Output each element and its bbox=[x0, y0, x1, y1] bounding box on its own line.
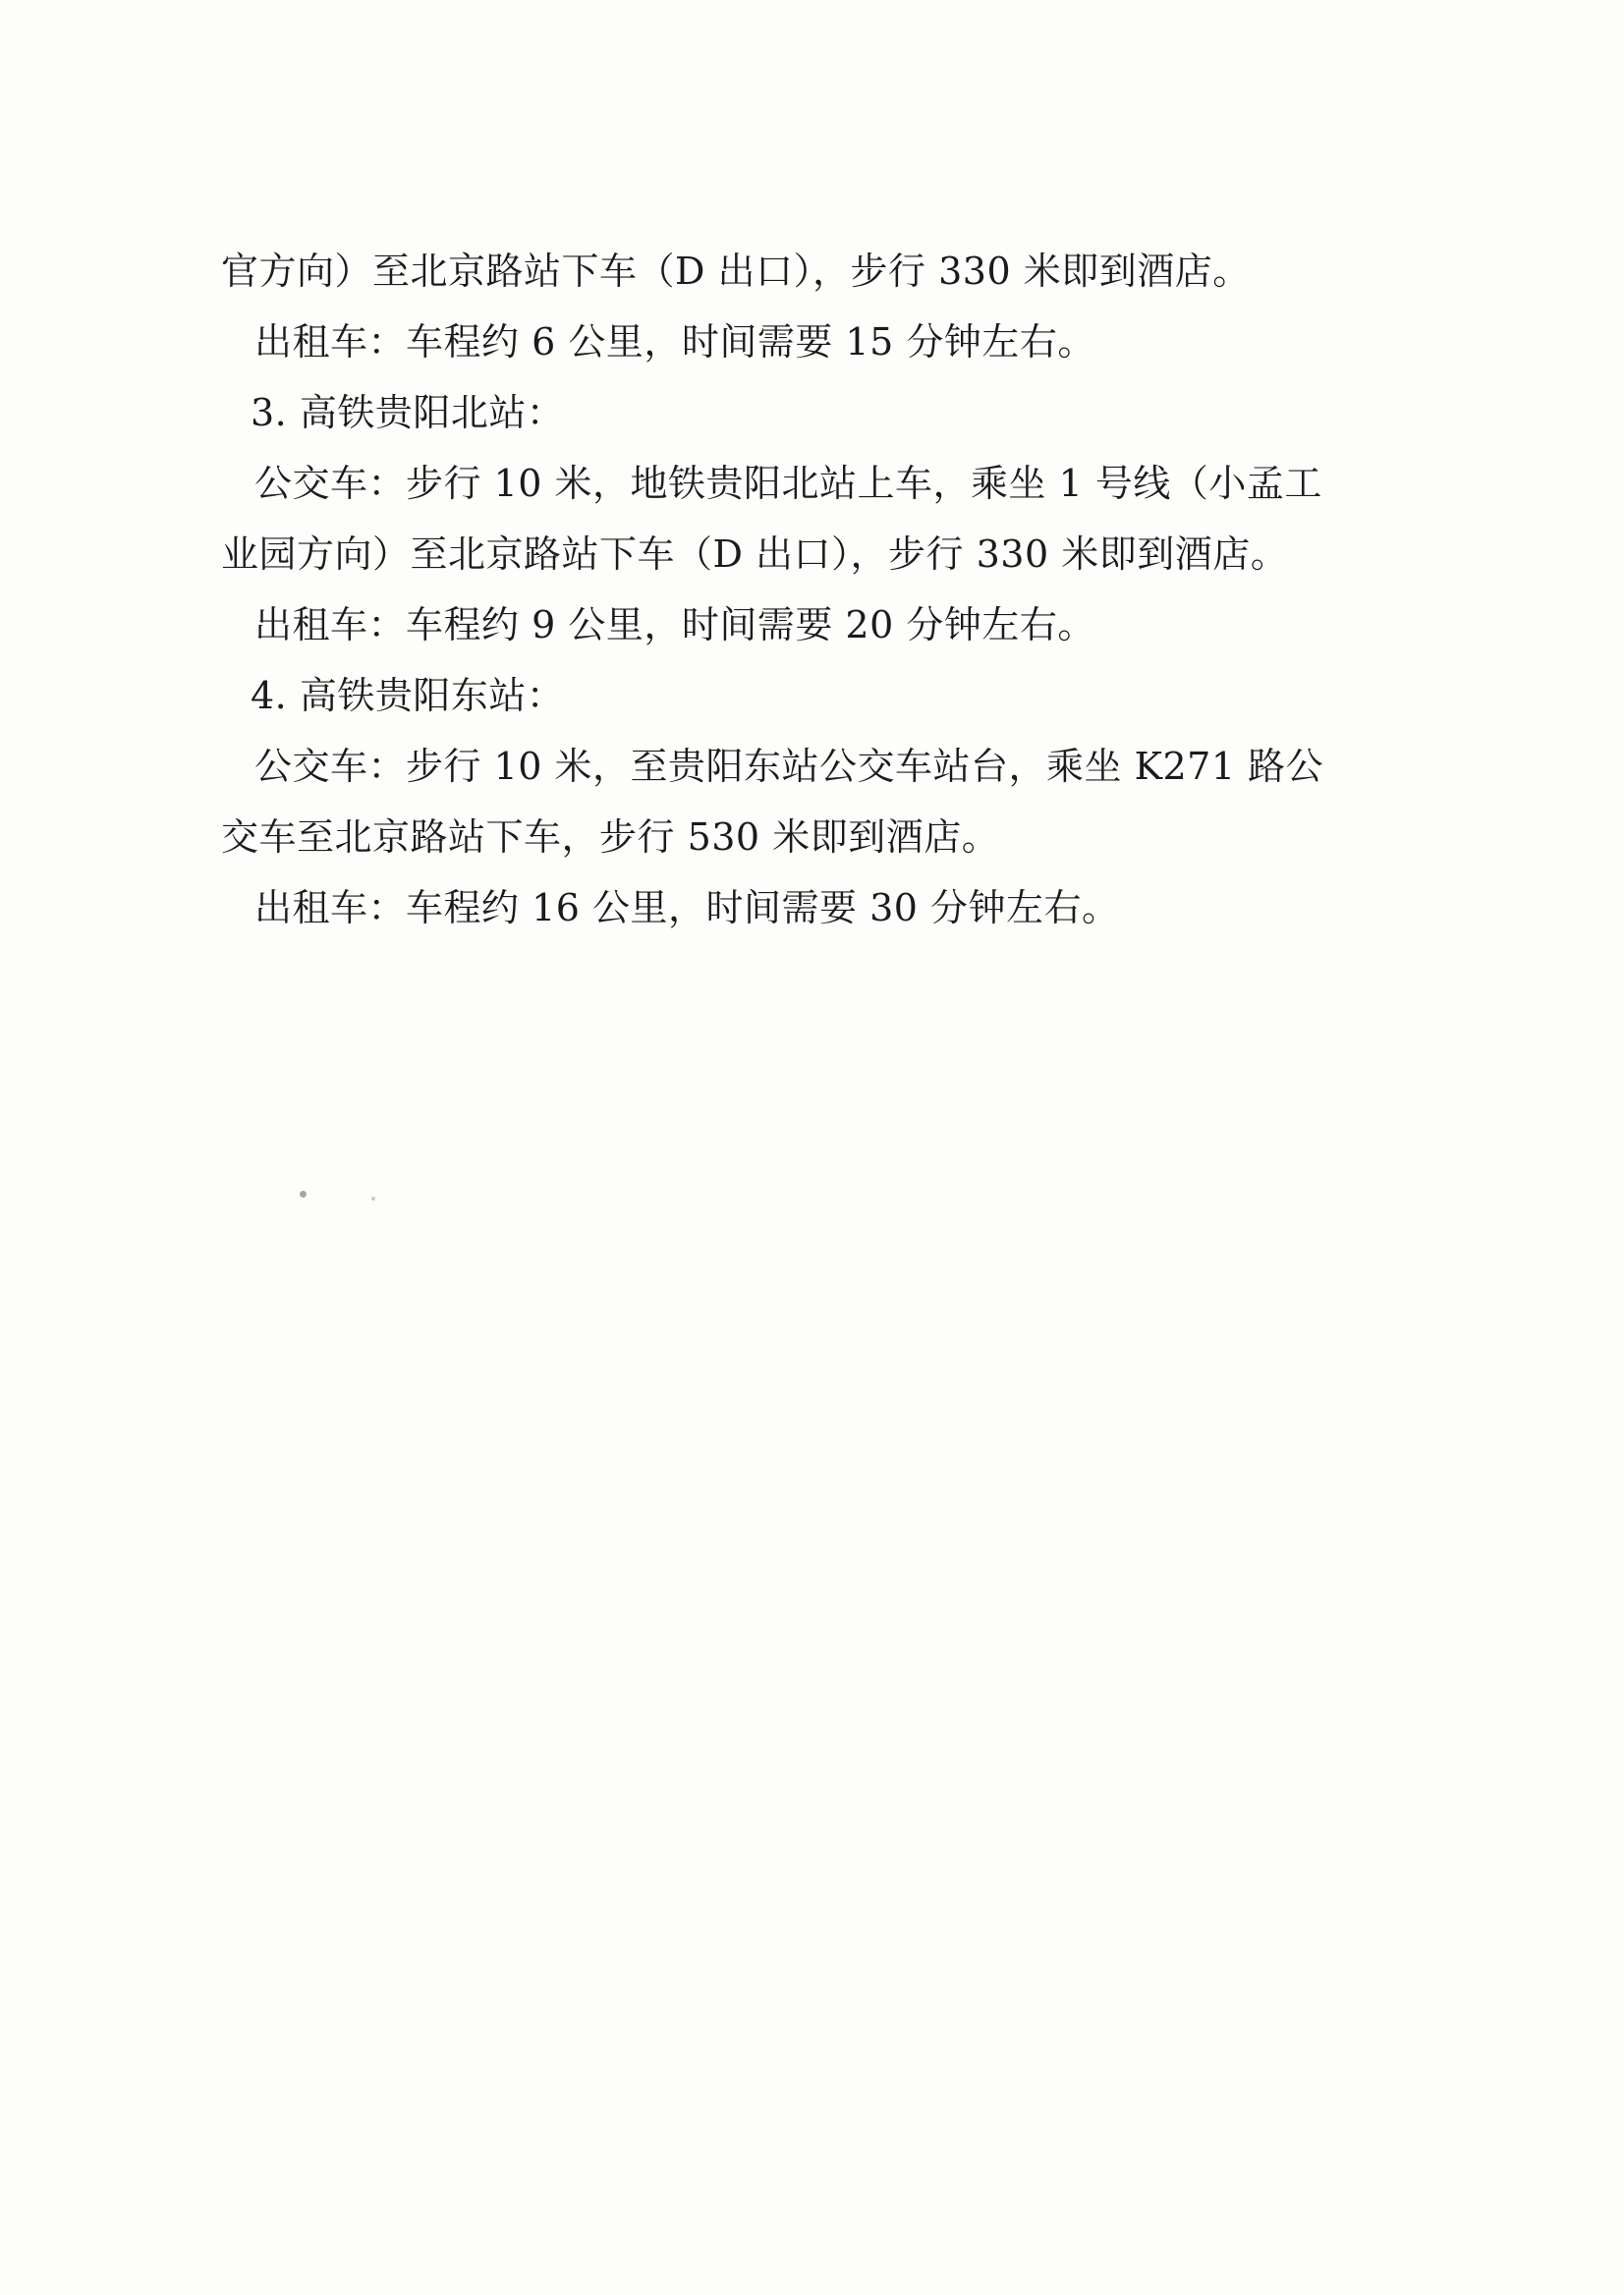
scan-artifact-dot bbox=[371, 1197, 375, 1201]
text-line: 业园方向）至北京路站下车（D 出口），步行 330 米即到酒店。 bbox=[221, 532, 1289, 576]
text-line: 出租车：车程约 9 公里，时间需要 20 分钟左右。 bbox=[254, 603, 1095, 646]
text-line: 出租车：车程约 16 公里，时间需要 30 分钟左右。 bbox=[254, 886, 1120, 929]
text-line: 官方向）至北京路站下车（D 出口），步行 330 米即到酒店。 bbox=[221, 250, 1251, 293]
text-line: 出租车：车程约 6 公里，时间需要 15 分钟左右。 bbox=[254, 320, 1095, 364]
text-line: 4. 高铁贵阳东站： bbox=[251, 674, 565, 717]
text-line: 公交车：步行 10 米，至贵阳东站公交车站台，乘坐 K271 路公 bbox=[254, 745, 1324, 788]
text-line: 交车至北京路站下车，步行 530 米即到酒店。 bbox=[221, 815, 1000, 859]
document-body bbox=[221, 236, 1439, 943]
scan-artifact-dot bbox=[300, 1191, 307, 1198]
text-line: 公交车：步行 10 米，地铁贵阳北站上车，乘坐 1 号线（小孟工 bbox=[254, 462, 1322, 505]
text-line: 3. 高铁贵阳北站： bbox=[251, 391, 565, 434]
